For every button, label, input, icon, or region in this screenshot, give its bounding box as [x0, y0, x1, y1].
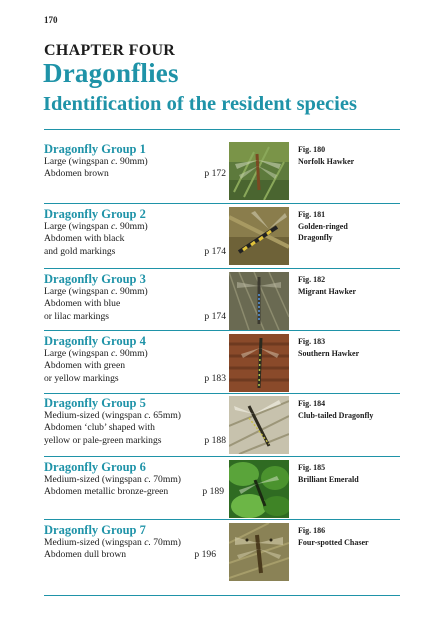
figure-number: Fig. 184: [298, 399, 326, 408]
header-rule: [44, 129, 400, 130]
group-line: or yellow markings p 183: [44, 372, 226, 384]
page-number: 170: [44, 15, 58, 25]
footer-rule: [44, 595, 400, 596]
southern-hawker-photo: [229, 334, 289, 392]
group-7: [44, 523, 400, 583]
group-line: Abdomen brown p 172: [44, 168, 226, 180]
group-line: Medium-sized (wingspan c. 70mm): [44, 537, 181, 548]
golden-ringed-dragonfly-photo: [229, 207, 289, 265]
group-4: [44, 334, 400, 394]
page-title: Dragonflies: [43, 58, 179, 88]
figure-number: Fig. 185: [298, 463, 326, 472]
figure-number: Fig. 183: [298, 337, 326, 346]
brilliant-emerald-photo: [229, 460, 289, 518]
group-line: Large (wingspan c. 90mm): [44, 286, 148, 297]
club-tailed-dragonfly-photo: [229, 396, 289, 454]
figure-caption: Southern Hawker: [298, 348, 360, 358]
group-line: Large (wingspan c. 90mm): [44, 221, 148, 232]
figure-caption: Dragonfly: [298, 233, 333, 242]
group-rule: [44, 330, 400, 331]
group-line: and gold markings p 174: [44, 245, 226, 257]
group-line: Medium-sized (wingspan c. 70mm): [44, 474, 181, 485]
group-title: Dragonfly Group 4: [44, 334, 146, 348]
group-line: yellow or pale-green markings p 188: [44, 434, 226, 446]
figure-caption: Migrant Hawker: [298, 286, 356, 296]
page-ref: p 188: [204, 434, 226, 446]
group-title: Dragonfly Group 7: [44, 523, 146, 537]
figure-caption: Golden-ringed: [298, 221, 348, 231]
group-rule: [44, 393, 400, 394]
page-ref: p 174: [204, 245, 226, 257]
group-title: Dragonfly Group 1: [44, 142, 146, 156]
group-title: Dragonfly Group 3: [44, 272, 146, 286]
group-2: [44, 207, 400, 267]
page-ref: p 172: [204, 168, 226, 180]
group-line: Abdomen ‘club’ shaped with: [44, 422, 155, 434]
chapter-label: CHAPTER FOUR: [44, 42, 176, 59]
figure-caption: Club-tailed Dragonfly: [298, 410, 374, 420]
four-spotted-chaser-photo: [229, 523, 289, 581]
group-rule: [44, 456, 400, 457]
page-ref: p 189: [202, 486, 224, 498]
group-line: Medium-sized (wingspan c. 65mm): [44, 410, 181, 421]
migrant-hawker-photo: [229, 272, 289, 330]
group-line: Abdomen metallic bronze-green p 189: [44, 486, 224, 498]
page-ref: p 183: [204, 372, 226, 384]
norfolk-hawker-photo: [229, 142, 289, 200]
group-3: [44, 272, 400, 332]
group-title: Dragonfly Group 5: [44, 396, 146, 410]
group-1: [44, 142, 400, 202]
group-line: Abdomen with black: [44, 233, 125, 245]
group-rule: [44, 268, 400, 269]
group-line: or lilac markings p 174: [44, 310, 226, 322]
figure-caption: Brilliant Emerald: [298, 474, 359, 484]
group-line: Large (wingspan c. 90mm): [44, 348, 148, 359]
group-title: Dragonfly Group 2: [44, 207, 146, 221]
figure-caption: Four-spotted Chaser: [298, 537, 369, 547]
page-subtitle: Identification of the resident species: [43, 93, 357, 115]
figure-number: Fig. 186: [298, 526, 326, 535]
group-rule: [44, 519, 400, 520]
group-title: Dragonfly Group 6: [44, 460, 146, 474]
group-line: Abdomen with green: [44, 360, 125, 372]
group-line: Abdomen with blue: [44, 298, 121, 310]
group-5: [44, 396, 400, 456]
group-line: Large (wingspan c. 90mm): [44, 156, 148, 167]
group-rule: [44, 203, 400, 204]
page-ref: p 196: [194, 549, 216, 561]
figure-number: Fig. 181: [298, 210, 326, 219]
group-line: Abdomen dull brown p 196: [44, 549, 216, 561]
page-ref: p 174: [204, 310, 226, 322]
figure-number: Fig. 182: [298, 275, 326, 284]
figure-number: Fig. 180: [298, 145, 326, 154]
figure-caption: Norfolk Hawker: [298, 156, 355, 166]
group-6: [44, 460, 400, 520]
